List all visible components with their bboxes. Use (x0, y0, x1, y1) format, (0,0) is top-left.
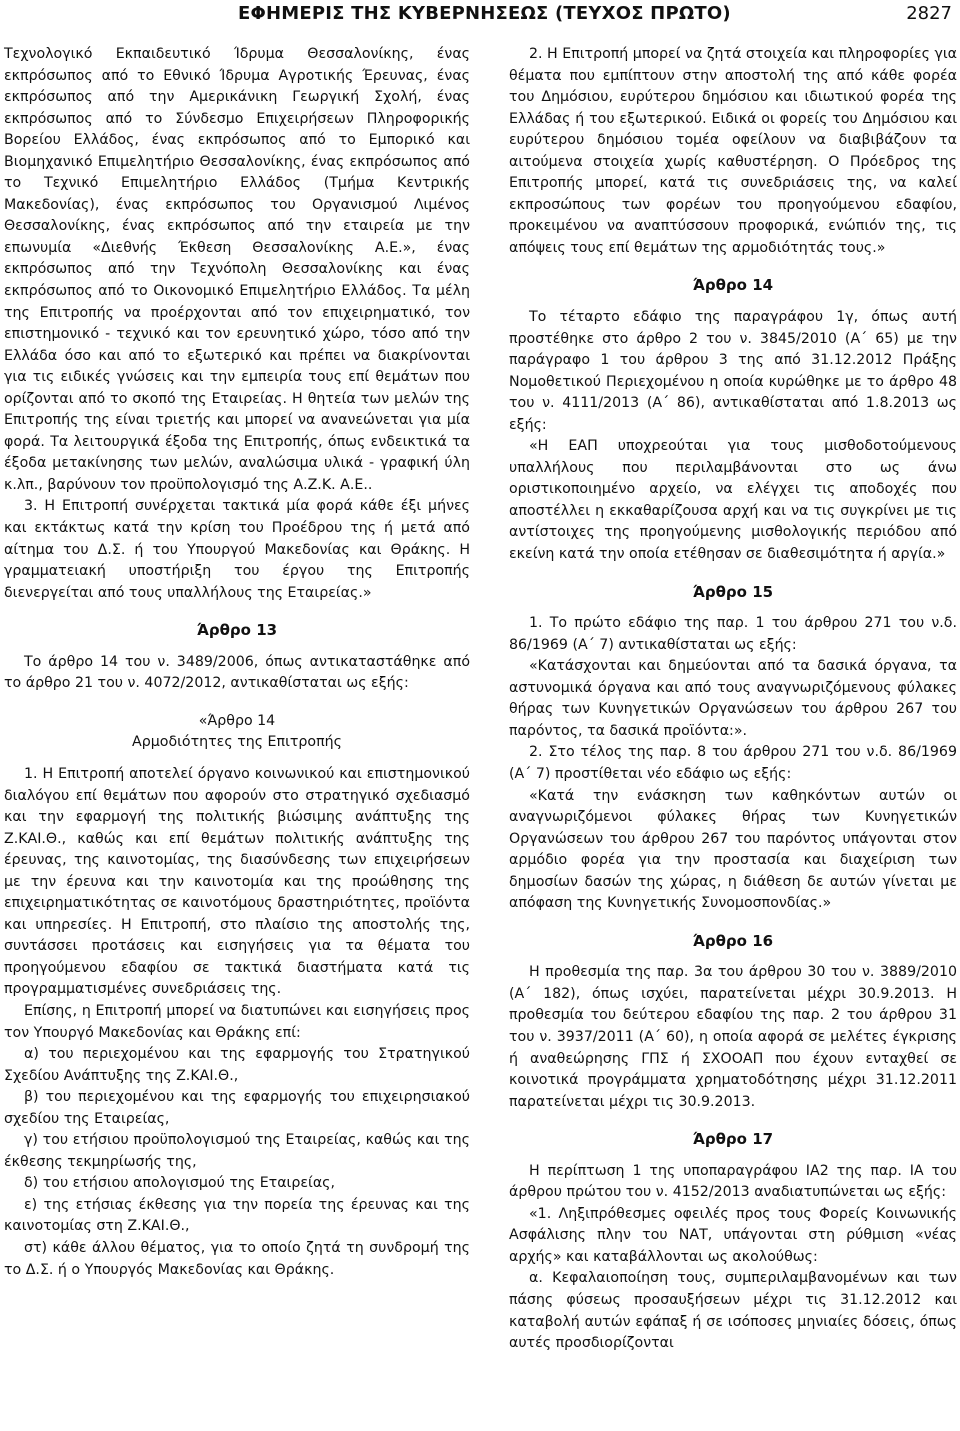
paragraph: «Κατάσχονται και δημεύονται από τα δασικά όργανα, τα αστυνομικά όργανα και από τους αναγνωριζόμενους φύλακες θήρας των Κυνηγετικών Οργανώσεων του άρθρου 267 του παρόντος, τα δασικά προϊόντα:». (509, 658, 957, 739)
paragraph: 2. Η Επιτροπή μπορεί να ζητά στοιχεία και πληροφορίες για θέματα που εμπίπτουν στην αποστολή της από κάθε φορέα του Δημόσιου, ευρύτερου δημόσιου και ιδιωτικού φορέα της Ελλάδας ή του εξωτερικού. Ειδικά οι φορείς του Δημόσιου και ευρύτερου δημόσιου τομέα οφείλουν να διαβιβάζουν τα αιτούμενα στοιχεία χωρίς καθυστέρηση. Ο Πρόεδρος της Επιτροπής μπορεί, κατά τις συνεδριάσεις της, να καλεί εκπροσώπους των φορέων του προηγούμενου εδαφίου, προκειμένου να αναπτύσσουν προφορικά, ενώπιόν της, τις απόψεις τους επί θεμάτων της αρμοδιότητάς τους.» (509, 46, 958, 256)
list-item: γ) του ετήσιου προϋπολογισμού της Εταιρείας, καθώς και της έκθεσης τεκμηρίωσής της, (4, 1132, 470, 1170)
paragraph: Το τέταρτο εδάφιο της παραγράφου 1γ, όπως αυτή προστέθηκε στο άρθρο 2 του ν. 3845/2010 (Α΄ 65) με την παράγραφο 1 του άρθρου 3 της από 31.12.2012 Πράξης Νομοθετικού Περιεχομένου η οποία κυρώθηκε με το άρθρο 48 του ν. 4111/2013 (Α΄ 86), αντικαθίσταται από 1.8.2013 ως εξής: (509, 309, 957, 433)
list-item: ε) της ετήσιας έκθεσης για την πορεία της έρευνας και της καινοτομίας στη Ζ.ΚΑΙ.Θ., (4, 1196, 470, 1235)
paragraph: Το άρθρο 14 του ν. 3489/2006, όπως αντικαταστάθηκε από το άρθρο 21 του ν. 4072/2012, αντικαθίσταται ως εξής: (4, 653, 470, 692)
paragraph: «Κατά την ενάσκηση των καθηκόντων αυτών οι αναγνωριζόμενοι φύλακες θήρας των Κυνηγετικών Οργανώσεων του άρθρου 267 του παρόντος υπάγονται στον αρμόδιο φορέα για την προστασία και διαχείριση των δημοσίων δασών της χώρας, η διάθεση δε αυτών γίνεται με απόφαση της Κυνηγετικής Συνομοσπονδίας.» (509, 787, 957, 912)
article-heading-14: Άρθρο 14 (692, 276, 774, 295)
page-number: 2827 (906, 3, 952, 24)
paragraph: Η προθεσμία της παρ. 3α του άρθρου 30 του ν. 3889/2010 (Α΄ 182), όπως ισχύει, παρατείνεται μέχρι 30.9.2013. Η προθεσμία του δεύτερου εδαφίου της παρ. 2 του άρθρου 31 του ν. 3937/2011 (Α΄ 60), η οποία αφορά σε μελέτες έγκρισης ή αναθεώρησης ΓΠΣ ή ΣΧΟΟΑΠ που έχουν ενταχθεί σε κοινοτικά προγράμματα χρηματοδότησης μέχρι 31.12.2011 παρατείνεται μέχρι τις 30.9.2013. (509, 964, 957, 1110)
paragraph: 1. Το πρώτο εδάφιο της παρ. 1 του άρθρου 271 του ν.δ. 86/1969 (Α΄ 7) αντικαθίσταται ως εξής: (509, 615, 957, 653)
list-item: δ) του ετήσιου απολογισμού της Εταιρείας, (24, 1175, 336, 1192)
article-heading-17: Άρθρο 17 (692, 1130, 774, 1149)
list-item: β) του περιεχομένου και της εφαρμογής του επιχειρησιακού σχεδίου της Εταιρείας, (4, 1089, 470, 1127)
gazette-title: ΕΦΗΜΕΡΙΣ ΤΗΣ ΚΥΒΕΡΝΗΣΕΩΣ (ΤΕΥΧΟΣ ΠΡΩΤΟ) (238, 3, 731, 24)
paragraph: «1. Ληξιπρόθεσμες οφειλές προς τους Φορείς Κοινωνικής Ασφάλισης πλην του ΝΑΤ, υπάγονται στη ρύθμιση «νέας αρχής» και καταβάλλονται ως ακολούθως: (509, 1205, 957, 1265)
list-item: στ) κάθε άλλου θέματος, για το οποίο ζητά τη συνδρομή της το Δ.Σ. ή ο Υπουργός Μακεδονίας και Θράκης. (4, 1239, 470, 1278)
left-column (4, 44, 470, 1281)
quoted-article-title: Αρμοδιότητες της Επιτροπής (132, 734, 342, 751)
article-heading-15: Άρθρο 15 (692, 582, 774, 601)
paragraph: Η περίπτωση 1 της υποπαραγράφου ΙΑ2 της παρ. ΙΑ του άρθρου πρώτου του ν. 4152/2013 αναδιατυπώνεται ως εξής: (509, 1162, 957, 1201)
quoted-article-heading: «Άρθρο 14 (198, 712, 276, 729)
paragraph: Επίσης, η Επιτροπή μπορεί να διατυπώνει και εισηγήσεις προς τον Υπουργό Μακεδονίας και Θράκης επί: (4, 1002, 470, 1041)
article-heading-16: Άρθρο 16 (692, 931, 774, 950)
paragraph: Τεχνολογικό Εκπαιδευτικό Ίδρυμα Θεσσαλονίκης, ένας εκπρόσωπος από το Εθνικό Ίδρυμα Αγροτικής Έρευνας, ένας εκπρόσωπος από την Αμερικάνικη Γεωργική Σχολή, ένας εκπρόσωπος από το Σύνδεσμο Επιχειρήσεων Πληροφορικής Βορείου Ελλάδος, ένας εκπρόσωπος από το Εμπορικό και Βιομηχανικό Επιμελητήριο Θεσσαλονίκης, ένας εκπρόσωπος από το Τεχνικό Επιμελητήριο Ελλάδος (Τμήμα Κεντρικής Μακεδονίας), ένας εκπρόσωπος του Οργανισμού Λιμένος Θεσσαλονίκης, ένας εκπρόσωπος από την εταιρεία με την επωνυμία «Διεθνής Έκθεση Θεσσαλονίκης Α.Ε.», ένας εκπρόσωπος από την Τεχνόπολη Θεσσαλονίκης και ένας εκπρόσωπος από το Οικονομικό Επιμελητήριο Ελλάδος. Τα μέλη της Επιτροπής να προέρχονται από τον επιχειρηματικό, τον επιστημονικό - τεχνικό και τον ερευνητικό χώρο, τόσο από την Ελλάδα όσο και από το εξωτερικό και πρέπει να διακρίνονται για τις ειδικές γνώσεις και την εμπειρία τους επί θεμάτων που ορίζονται από το σκοπό της Εταιρείας. Η θητεία των μελών της Επιτροπής της είναι τριετής και μπορεί να ανανεώνεται για μία φορά. Τα λειτουργικά έξοδα της Επιτροπής, όπως ενδεικτικά τα έξοδα μετακίνησης των μελών, αναλώσιμα υλικά - γραφική ύλη κ.λπ., βαρύνουν τον προϋπολογισμό της Α.Ζ.Κ. Α.Ε.. (4, 46, 470, 493)
paragraph: 2. Στο τέλος της παρ. 8 του άρθρου 271 του ν.δ. 86/1969 (Α΄ 7) προστίθεται νέο εδάφιο ως εξής: (509, 744, 957, 782)
right-column (509, 44, 957, 1355)
article-heading-13: Άρθρο 13 (196, 621, 278, 640)
paragraph: «Η ΕΑΠ υποχρεούται για τους μισθοδοτούμενους υπαλλήλους που περιλαμβάνονται στο ως άνω οριστικοποιημένο αρχείο, να ελέγχει τις αποδοχές που αποστέλλει η εκκαθαρίζουσα αρχή και να τις συγκρίνει με τις αντίστοιχες της προηγούμενης μισθολογικής περιόδου από εκείνη κατά την οποία ετέθησαν σε διαθεσιμότητα ή αργία.» (509, 438, 957, 563)
paragraph: α. Κεφαλαιοποίηση τους, συμπεριλαμβανομένων και των πάσης φύσεως προσαυξήσεων μέχρι τις 31.12.2012 και καταβολή αυτών εφάπαξ ή σε ισόποσες μηνιαίες δόσεις, όπως αυτές προσδιορίζονται (509, 1270, 957, 1352)
paragraph: 1. Η Επιτροπή αποτελεί όργανο κοινωνικού και επιστημονικού διαλόγου επί θεμάτων που αφορούν στο στρατηγικό σχεδιασμό και την εφαρμογή της πολιτικής βιώσιμης ανάπτυξης της Ζ.ΚΑΙ.Θ., καθώς και επί θεμάτων πολιτικής ανάπτυξης της έρευνας, της καινοτομίας, της διασύνδεσης των επιχειρήσεων με την έρευνα και την καινοτομία και της προώθησης της επιχειρηματικότητας σε καινοτόμους δραστηριότητες, προϊόντα και υπηρεσίες. Η Επιτροπή, στο πλαίσιο της αποστολής της, συντάσσει προτάσεις και εισηγήσεις για τα θέματα του προηγούμενου εδαφίου σε τακτικά διαστήματα κατά τις προγραμματισμένες συνεδριάσεις της. (4, 765, 470, 998)
list-item: α) του περιεχομένου και της εφαρμογής του Στρατηγικού Σχεδίου Ανάπτυξης της Ζ.ΚΑΙ.Θ., (4, 1046, 470, 1084)
page-header (0, 0, 960, 30)
paragraph: 3. Η Επιτροπή συνέρχεται τακτικά μία φορά κάθε έξι μήνες και εκτάκτως κατά την κρίση του Προέδρου της ή μετά από αίτημα του Δ.Σ. ή του Υπουργού Μακεδονίας και Θράκης. Η γραμματειακή υποστήριξη του έργου της Επιτροπής διενεργείται από τους υπαλλήλους της Εταιρείας.» (4, 498, 470, 601)
